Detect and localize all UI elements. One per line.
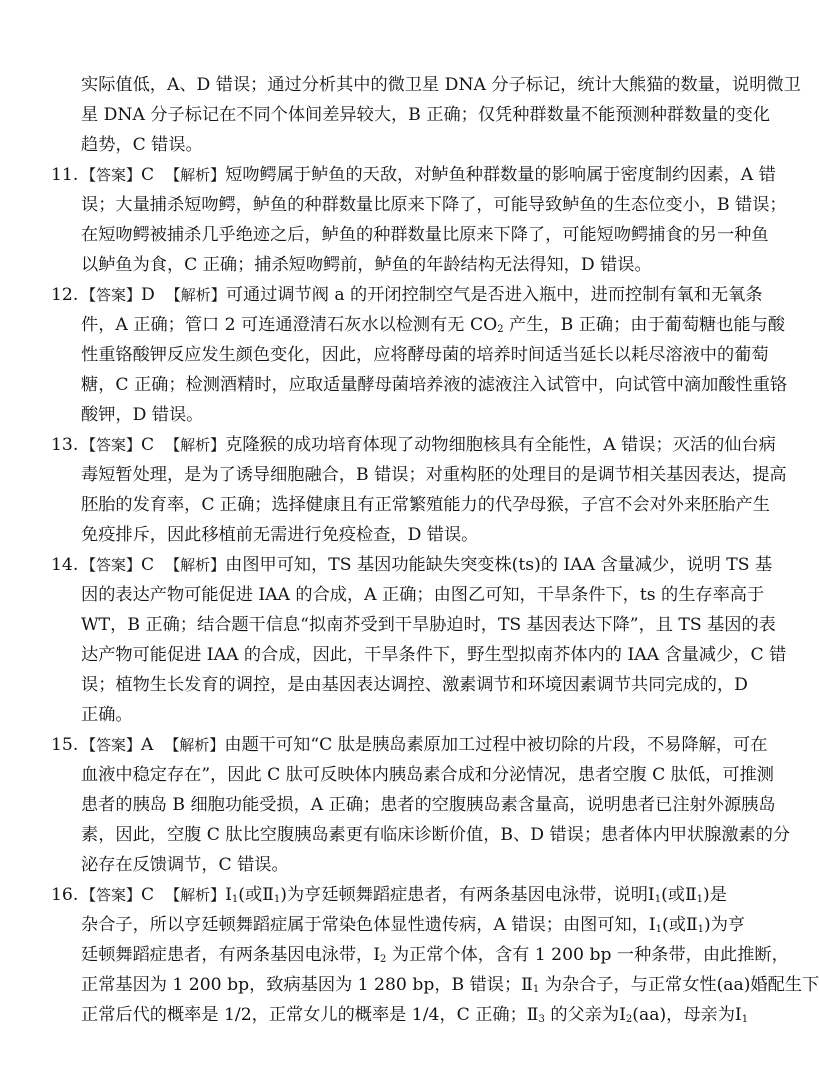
question-number: 12.	[51, 285, 79, 305]
question-13	[51, 433, 776, 457]
answer-tag: 【答案】	[81, 556, 142, 574]
analysis-text: 可通过调节阀 a 的开闭控制空气是否进入瓶中，进而控制有氧和无氧条	[225, 285, 763, 305]
analysis-line: 正常后代的概率是 1/2，正常女儿的概率是 1/4，C 正确；$Ⅱ_3$ 的父亲为$Ⅰ_2(aa)$，母亲为$Ⅰ_1$	[81, 1005, 749, 1025]
answer-tag: 【答案】	[81, 886, 142, 904]
question-14	[51, 553, 772, 577]
analysis-line: 血液中稳定存在”，因此 C 肽可反映体内胰岛素合成和分泌情况，患者空腹 C 肽低，可推测	[81, 765, 774, 785]
analysis-tag: 【解析】	[165, 556, 226, 574]
analysis-line: 在短吻鳄被捕杀几乎绝迹之后，鲈鱼的种群数量比原来下降了，可能短吻鳄捕食的另一种鱼	[81, 225, 769, 245]
question-number: 13.	[51, 435, 79, 455]
analysis-line: WT，B 正确；结合题干信息“拟南芥受到干旱胁迫时，TS 基因表达下降”，且 TS 基因的表	[81, 615, 776, 635]
question-16: 16. 【答案】C 【解析】$Ⅰ_1$(或$Ⅱ_1$)为亨廷顿舞蹈症患者，有两条基因电泳带，说明$Ⅰ_1$(或$Ⅱ_1$)是	[51, 885, 727, 905]
intro-line: 星 DNA 分子标记在不同个体间差异较大，B 正确；仅凭种群数量不能预测种群数量的变化	[81, 105, 771, 125]
analysis-tag: 【解析】	[164, 736, 225, 754]
question-12	[51, 283, 763, 307]
analysis-text: 克隆猴的成功培育体现了动物细胞核具有全能性，A 错误；灭活的仙台病	[225, 435, 776, 455]
analysis-line: 因的表达产物可能促进 IAA 的合成，A 正确；由图乙可知，干旱条件下，ts 的生存率高于	[81, 585, 765, 605]
analysis-line: 正确。	[81, 705, 133, 725]
question-number: 16.	[51, 885, 79, 905]
analysis-line: 正常基因为 1 200 bp，致病基因为 1 280 bp，B 错误；$Ⅱ_1$ 为杂合子，与正常女性(aa)婚配生下	[81, 975, 819, 995]
answer-choice: C	[141, 165, 155, 185]
analysis-tag: 【解析】	[165, 886, 226, 904]
analysis-line: 免疫排斥，因此移植前无需进行免疫检查，D 错误。	[81, 525, 479, 545]
question-11	[51, 163, 776, 187]
question-number: 14.	[51, 555, 79, 575]
answer-choice: D	[141, 285, 155, 305]
analysis-tag: 【解析】	[165, 436, 226, 454]
question-number: 15.	[51, 735, 79, 755]
analysis-line: 泌存在反馈调节，C 错误。	[81, 855, 289, 875]
intro-line: 趋势，C 错误。	[81, 135, 203, 155]
analysis-line: 件，A 正确；管口 2 可连通澄清石灰水以检测有无 $CO_2$ 产生，B 正确；由于葡萄糖也能与酸	[81, 315, 785, 335]
analysis-line: 性重铬酸钾反应发生颜色变化，因此，应将酵母菌的培养时间适当延长以耗尽溶液中的葡萄	[81, 345, 769, 365]
analysis-line: 糖，C 正确；检测酒精时，应取适量酵母菌培养液的滤液注入试管中，向试管中滴加酸性重铬	[81, 375, 788, 395]
intro-line: 实际值低，A、D 错误；通过分析其中的微卫星 DNA 分子标记，统计大熊猫的数量，说明微卫	[81, 75, 801, 95]
analysis-tag: 【解析】	[165, 286, 226, 304]
analysis-line: 患者的胰岛 B 细胞功能受损，A 正确；患者的空腹胰岛素含量高，说明患者已注射外源胰岛	[81, 795, 776, 815]
analysis-line: 廷顿舞蹈症患者，有两条基因电泳带，$Ⅰ_2$ 为正常个体，含有 1 200 bp 一种条带，由此推断，	[81, 945, 789, 965]
analysis-text: 由图甲可知，TS 基因功能缺失突变株(ts)的 IAA 含量减少，说明 TS 基	[225, 555, 773, 575]
analysis-line: 酸钾，D 错误。	[81, 405, 204, 425]
analysis-line: 素，因此，空腹 C 肽比空腹胰岛素更有临床诊断价值，B、D 错误；患者体内甲状腺激素的分	[81, 825, 791, 845]
answer-choice: A	[141, 735, 154, 755]
analysis-tag: 【解析】	[165, 166, 226, 184]
answer-tag: 【答案】	[81, 436, 142, 454]
analysis-text: 由题干可知“C 肽是胰岛素原加工过程中被切除的片段，不易降解，可在	[224, 735, 768, 755]
answer-tag: 【答案】	[81, 286, 142, 304]
question-number: 11.	[51, 165, 79, 185]
analysis-line: 误；大量捕杀短吻鳄，鲈鱼的种群数量比原来下降了，可能导致鲈鱼的生态位变小，B 错误；	[81, 195, 787, 215]
analysis-line: 杂合子，所以亨廷顿舞蹈症属于常染色体显性遗传病，A 错误；由图可知，$Ⅰ_1$(或$Ⅱ_1$)为亨	[81, 915, 746, 935]
answer-tag: 【答案】	[81, 736, 142, 754]
answer-choice: C	[141, 435, 155, 455]
answer-choice: C	[141, 885, 155, 905]
answer-choice: C	[141, 555, 155, 575]
analysis-line: 误；植物生长发育的调控，是由基因表达调控、激素调节和环境因素调节共同完成的，D	[81, 675, 748, 695]
analysis-text: 短吻鳄属于鲈鱼的天敌，对鲈鱼种群数量的影响属于密度制约因素，A 错	[225, 165, 776, 185]
question-15	[51, 733, 767, 757]
analysis-line: 胚胎的发育率，C 正确；选择健康且有正常繁殖能力的代孕母猴，子宫不会对外来胚胎产生	[81, 495, 770, 515]
analysis-line: 达产物可能促进 IAA 的合成，因此，干旱条件下，野生型拟南芥体内的 IAA 含量减少，C 错	[81, 645, 787, 665]
analysis-line: 毒短暂处理，是为了诱导细胞融合，B 错误；对重构胚的处理目的是调节相关基因表达，提高	[81, 465, 787, 485]
answer-tag: 【答案】	[81, 166, 142, 184]
analysis-line: 以鲈鱼为食，C 正确；捕杀短吻鳄前，鲈鱼的年龄结构无法得知，D 错误。	[81, 255, 652, 275]
